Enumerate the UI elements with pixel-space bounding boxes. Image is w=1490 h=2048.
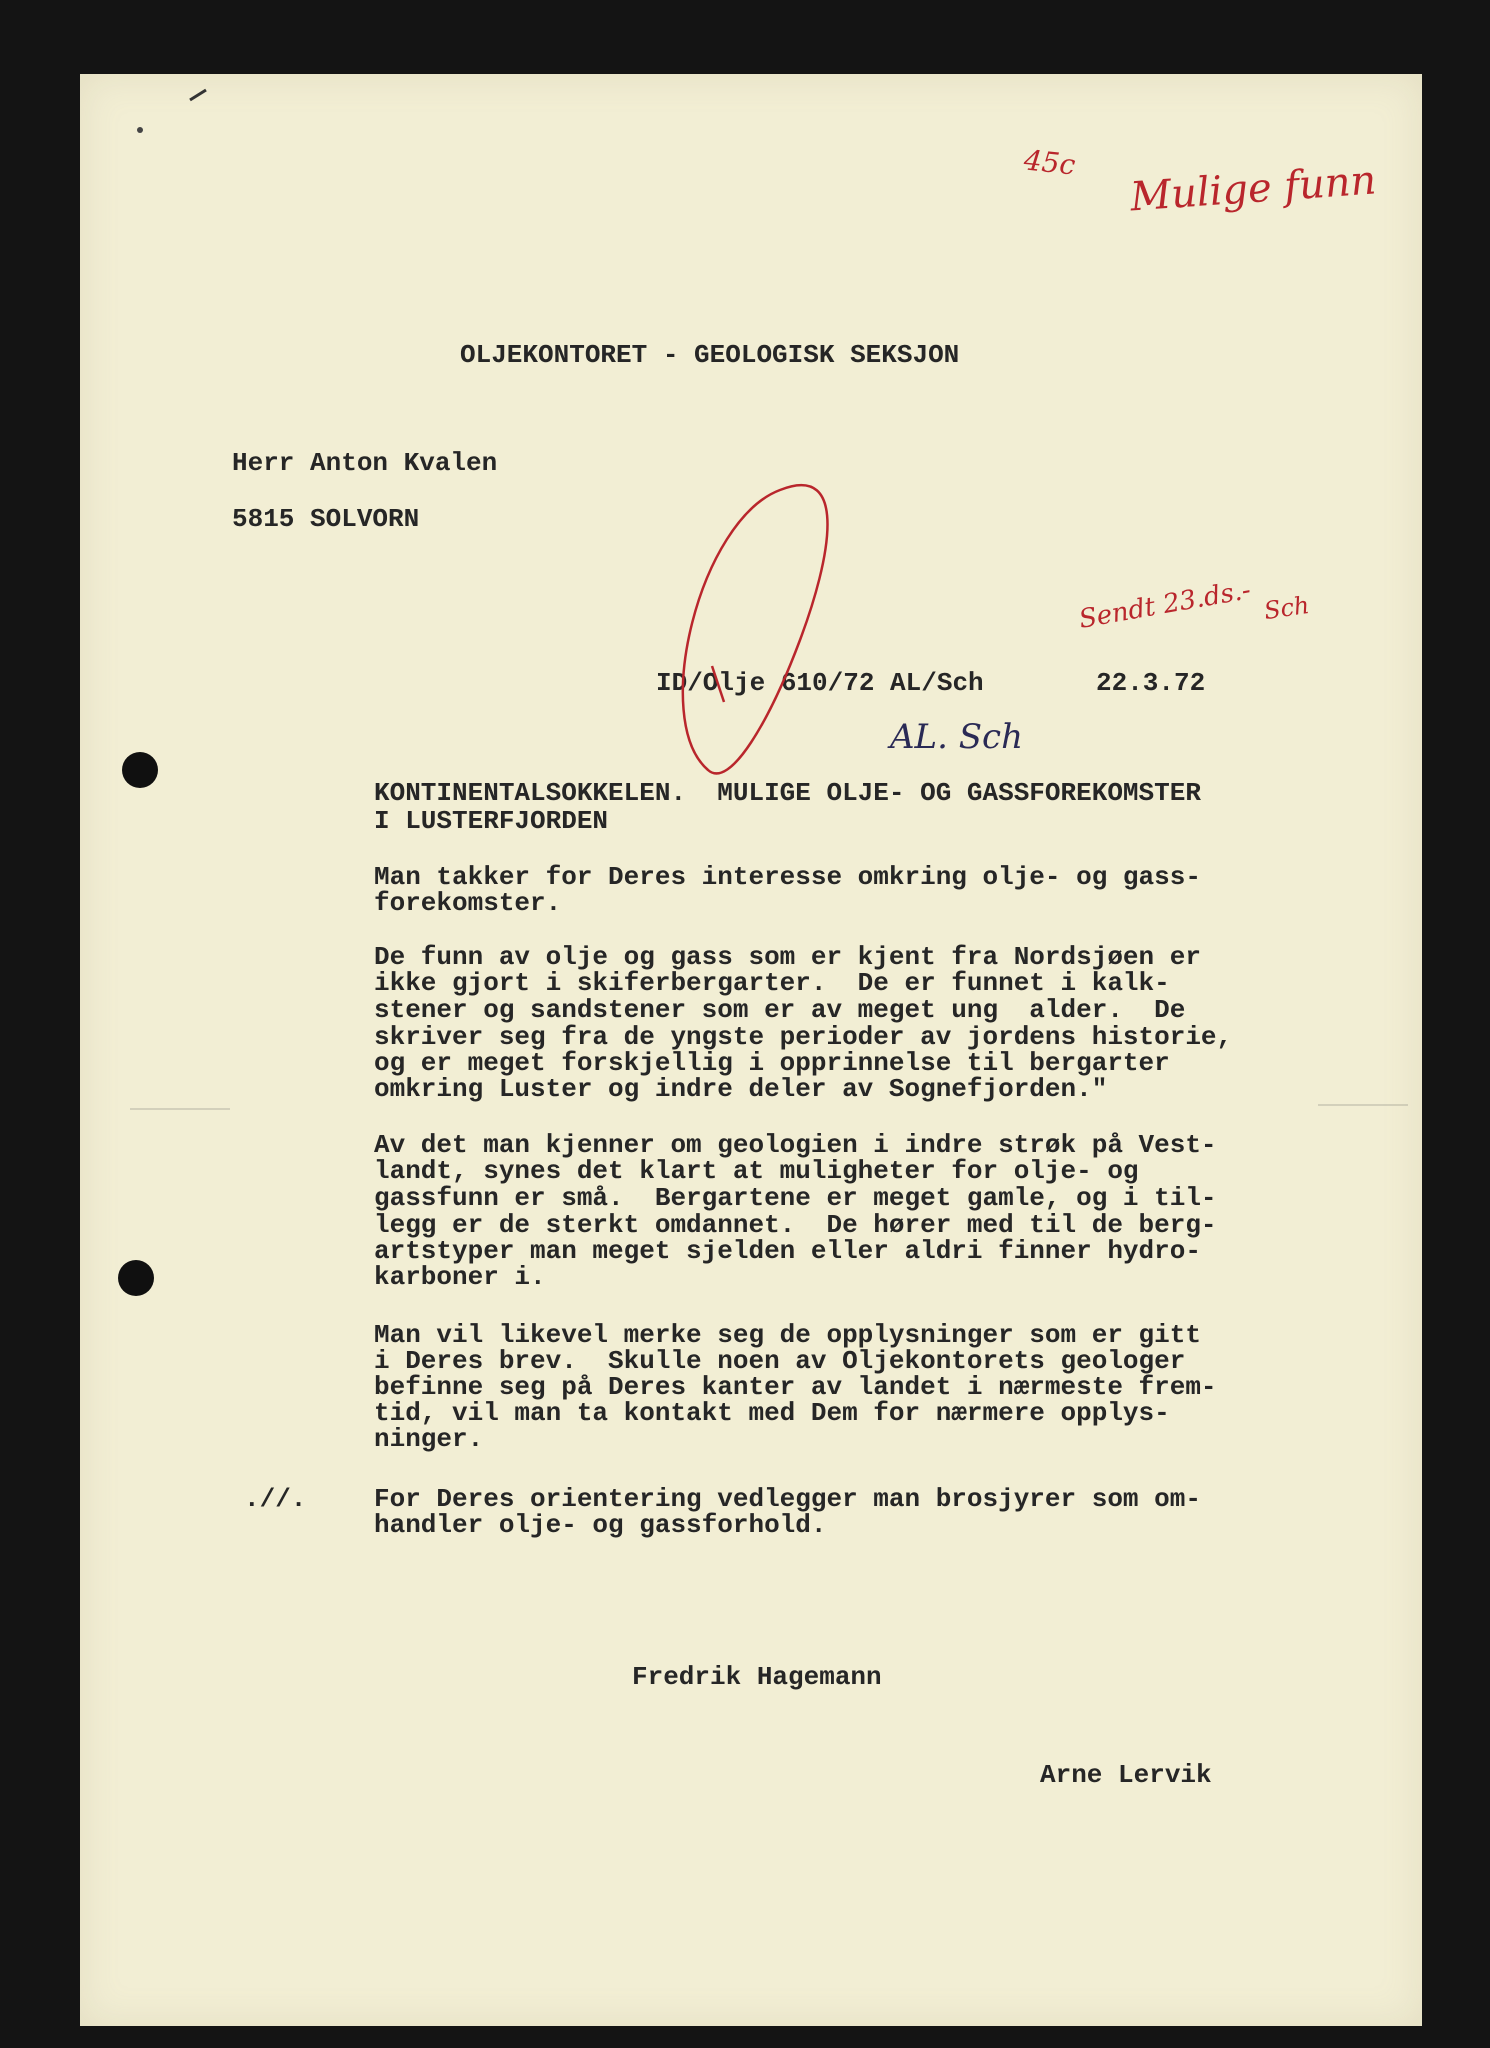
handwritten-initials: AL. Sch	[890, 717, 1023, 757]
paragraph-line: stener og sandstener som er av meget ung alder. De	[374, 995, 1186, 1025]
paragraph-line: befinne seg på Deres kanter av landet i nærmeste frem-	[374, 1372, 1217, 1402]
paragraph-line: For Deres orientering vedlegger man brosjyrer som om-	[374, 1484, 1201, 1514]
signature-second: Arne Lervik	[1040, 1760, 1212, 1790]
enclosure-mark: .//.	[244, 1484, 307, 1514]
paragraph-line: landt, synes det klart at muligheter for olje- og	[374, 1156, 1139, 1186]
handwritten-sent-initials: Sch	[1262, 590, 1312, 626]
small-ink-dot	[137, 127, 143, 133]
paragraph-line: karboner i.	[374, 1262, 546, 1292]
paragraph-line: omkring Luster og indre deler av Sognefjorden."	[374, 1074, 1108, 1104]
paragraph-line: Av det man kjenner om geologien i indre strøk på Vest-	[374, 1130, 1217, 1160]
letter-date: 22.3.72	[1096, 668, 1206, 698]
subject-line-1: KONTINENTALSOKKELEN. MULIGE OLJE- OG GASSFOREKOMSTER	[374, 778, 1201, 808]
paragraph-line: Man vil likevel merke seg de opplysninger som er gitt	[374, 1320, 1201, 1350]
paragraph-line: i Deres brev. Skulle noen av Oljekontorets geologer	[374, 1346, 1186, 1376]
recipient-name: Herr Anton Kvalen	[232, 448, 498, 478]
paragraph-line: handler olje- og gassforhold.	[374, 1510, 827, 1540]
red-ellipse-mark	[683, 485, 828, 773]
paragraph-line: ninger.	[374, 1424, 484, 1454]
small-ink-mark	[190, 90, 206, 100]
letterhead: OLJEKONTORET - GEOLOGISK SEKSJON	[460, 340, 960, 370]
signature-first: Fredrik Hagemann	[632, 1662, 882, 1692]
reference-code: ID/Olje 610/72 AL/Sch	[656, 668, 984, 698]
paragraph-line: artstyper man meget sjelden eller aldri finner hydro-	[374, 1236, 1201, 1266]
handwritten-top-note: Mulige funn	[1128, 157, 1378, 221]
paragraph-line: forekomster.	[374, 888, 562, 918]
paragraph-line: tid, vil man ta kontakt med Dem for nærmere opplys-	[374, 1398, 1170, 1428]
paragraph-line: legg er de sterkt omdannet. De hører med til de berg-	[374, 1210, 1217, 1240]
paragraph-line: skriver seg fra de yngste perioder av jordens historie,	[374, 1022, 1233, 1052]
paragraph-line: ikke gjort i skiferbergarter. De er funnet i kalk-	[374, 968, 1170, 998]
handwritten-sent-note: Sendt 23.ds.-	[1076, 575, 1253, 635]
paragraph-line: De funn av olje og gass som er kjent fra Nordsjøen er	[374, 942, 1201, 972]
paragraph-line: gassfunn er små. Bergartene er meget gamle, og i til-	[374, 1183, 1217, 1213]
red-strike-mark	[712, 666, 724, 702]
handwritten-number: 45c	[1022, 143, 1077, 182]
recipient-address: 5815 SOLVORN	[232, 504, 420, 534]
subject-line-2: I LUSTERFJORDEN	[374, 806, 609, 836]
paragraph-line: og er meget forskjellig i opprinnelse til bergarter	[374, 1048, 1170, 1078]
paragraph-line: Man takker for Deres interesse omkring olje- og gass-	[374, 862, 1201, 892]
